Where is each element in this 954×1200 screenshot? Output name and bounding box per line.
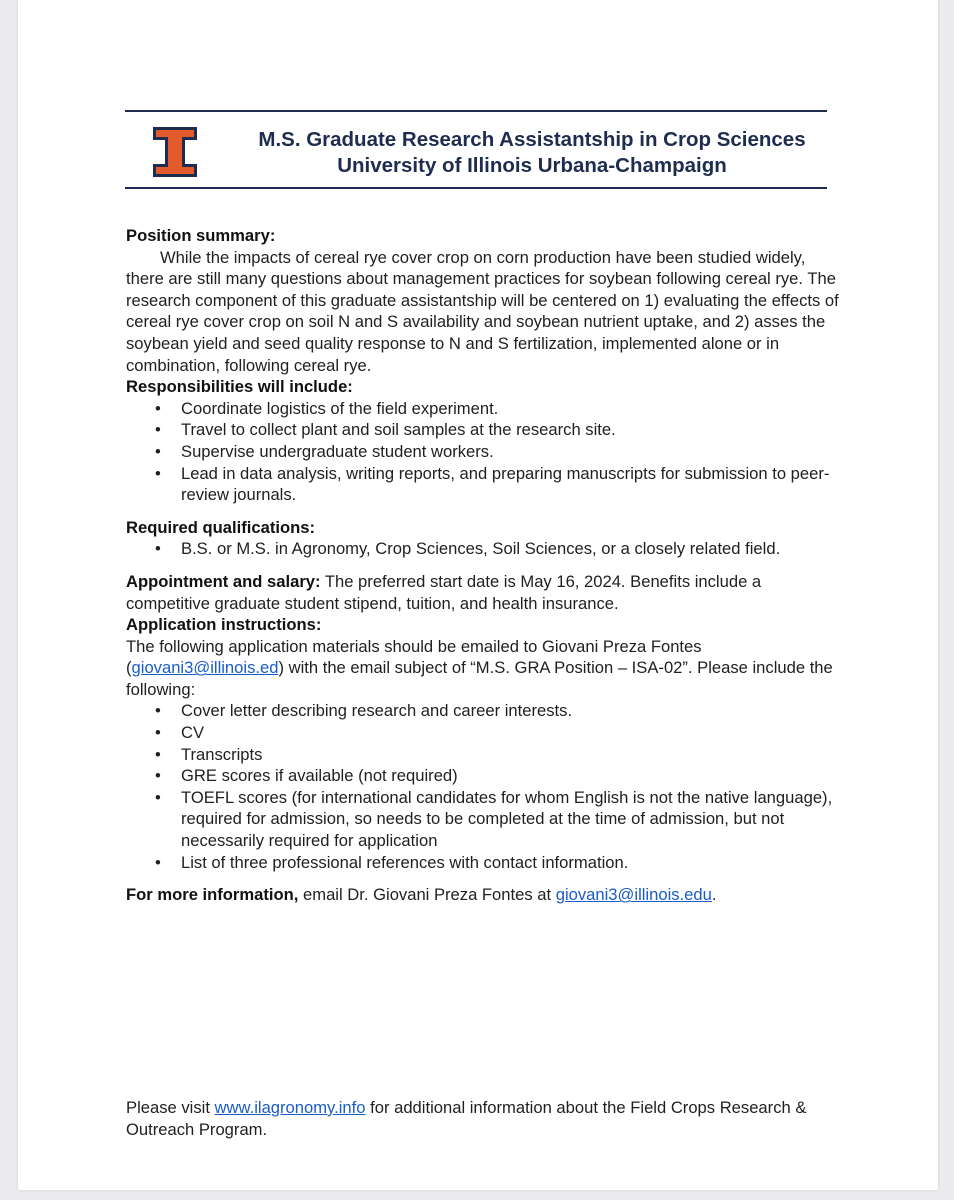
bullet-icon: • (155, 701, 161, 721)
more-information: For more information, email Dr. Giovani Preza Fontes at giovani3@illinois.edu. (126, 885, 717, 905)
list-item: • Cover letter describing research and career interests. (155, 701, 573, 721)
list-item: • Travel to collect plant and soil samples at the research site. (155, 420, 616, 440)
qualifications-heading: Required qualifications: (126, 517, 316, 537)
position-summary-text: While the impacts of cereal rye cover crop on corn production have been studied widely, there are still many questions about management practices for soybean following cereal rye. The research component of this graduate assistantship will be centered on 1) evaluating the effects of cereal rye cover crop on soil N and S availability and soybean nutrient uptake, and 2) asses the soybean yield and seed quality response to N and S fertilization, implemented alone or in combination, following cereal rye. (126, 247, 839, 375)
application-heading: Application instructions: (126, 615, 322, 635)
list-item: • Transcripts (155, 744, 263, 764)
document-header (125, 110, 827, 190)
bullet-icon: • (155, 766, 161, 786)
list-item: • Supervise undergraduate student workers. (155, 441, 494, 461)
header-top-rule (125, 110, 827, 112)
website-link[interactable]: www.ilagronomy.info (214, 1098, 366, 1117)
application-materials-list (126, 700, 841, 873)
list-item: • B.S. or M.S. in Agronomy, Crop Sciences, Soil Sciences, or a closely related field. (155, 539, 781, 559)
bullet-icon: • (155, 787, 161, 807)
position-summary-heading: Position summary: (126, 226, 276, 245)
document-body (126, 225, 841, 906)
responsibilities-heading: Responsibilities will include: (126, 377, 353, 397)
document-title: M.S. Graduate Research Assistantship in Crop Sciences University of Illinois Urbana-Champaign (258, 128, 806, 177)
illinois-logo-icon (149, 123, 201, 181)
bullet-icon: • (155, 420, 161, 440)
list-item: • CV (155, 723, 205, 743)
list-item: • TOEFL scores (for international candidates for whom English is not the native language), required for admission, so needs to be completed at the time of admission, but not necessarily required for application (155, 787, 833, 851)
list-item: • GRE scores if available (not required) (155, 766, 458, 786)
bullet-icon: • (155, 539, 161, 559)
footer-note: Please visit www.ilagronomy.info for additional information about the Field Crops Research & Outreach Program. (126, 1098, 807, 1139)
appointment-text: The preferred start date is May 16, 2024. Benefits include a competitive graduate student stipend, tuition, and health insurance. (126, 571, 762, 613)
bullet-icon: • (155, 852, 161, 872)
responsibilities-list (126, 398, 841, 506)
more-info-label: For more information, (126, 885, 299, 905)
document-page (18, 0, 938, 1190)
bullet-icon: • (155, 463, 161, 483)
list-item: • List of three professional references with contact information. (155, 852, 629, 872)
application-intro: The following application materials should be emailed to Giovani Preza Fontes (giovani3@illinois.ed) with the email subject of “M.S. GRA Position – ISA-02”. Please include the following: (126, 636, 833, 699)
bullet-icon: • (155, 441, 161, 461)
appointment-salary (126, 571, 841, 614)
bullet-icon: • (155, 723, 161, 743)
list-item: • Coordinate logistics of the field experiment. (155, 398, 499, 418)
qualifications-list (126, 538, 841, 560)
contact-email-link[interactable]: giovani3@illinois.edu (555, 885, 712, 905)
application-email-link[interactable]: giovani3@illinois.ed (131, 658, 279, 678)
appointment-label: Appointment and salary: (126, 571, 321, 591)
bullet-icon: • (155, 744, 161, 764)
bullet-icon: • (155, 398, 161, 418)
header-bottom-rule (125, 187, 827, 189)
list-item: • Lead in data analysis, writing reports, and preparing manuscripts for submission to peer-review journals. (155, 463, 830, 505)
